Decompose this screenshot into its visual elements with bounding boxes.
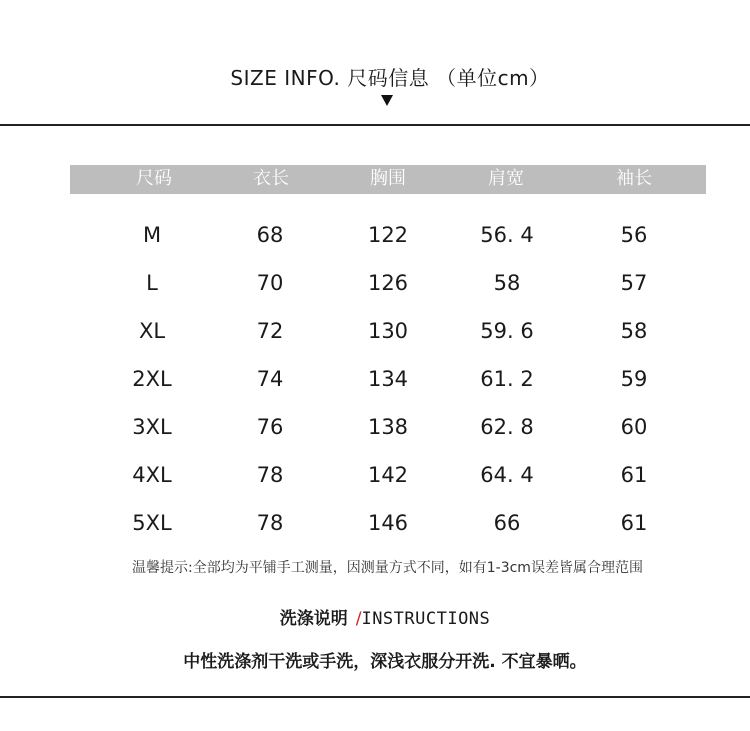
cell-shoulder: 61. 2 [480, 367, 534, 391]
cell-shoulder: 66 [493, 511, 521, 535]
cell-chest: 142 [367, 463, 409, 487]
cell-length: 76 [256, 415, 284, 439]
cell-chest: 138 [367, 415, 409, 439]
cell-shoulder: 64. 4 [480, 463, 534, 487]
cell-length: 78 [256, 511, 284, 535]
cell-length: 70 [256, 271, 284, 295]
table-row [0, 220, 750, 250]
cell-sleeve: 59 [620, 367, 648, 391]
cell-shoulder: 58 [493, 271, 521, 295]
cell-chest: 126 [367, 271, 409, 295]
wash-title-en: INSTRUCTIONS [361, 609, 491, 629]
measurement-note: 温馨提示:全部均为平铺手工测量，因测量方式不同，如有1-3cm误差皆属合理范围 [132, 560, 643, 576]
table-row [0, 268, 750, 298]
wash-instructions-text: 中性洗涤剂干洗或手洗，深浅衣服分开洗. 不宜暴晒。 [183, 652, 587, 672]
header-sleeve: 袖长 [616, 168, 652, 189]
cell-chest: 130 [367, 319, 409, 343]
wash-title-slash: / [355, 609, 362, 629]
header-chest: 胸围 [370, 168, 406, 189]
header-shoulder: 肩宽 [488, 168, 524, 189]
cell-size: 2XL [132, 367, 172, 391]
cell-sleeve: 60 [620, 415, 648, 439]
cell-sleeve: 61 [620, 463, 648, 487]
header-size: 尺码 [136, 168, 172, 189]
cell-size: 3XL [132, 415, 172, 439]
cell-length: 72 [256, 319, 284, 343]
cell-sleeve: 57 [620, 271, 648, 295]
table-row [0, 412, 750, 442]
cell-size: 5XL [132, 511, 172, 535]
wash-title-cn: 洗涤说明 [279, 609, 348, 629]
cell-size: L [146, 271, 158, 295]
cell-chest: 122 [367, 223, 409, 247]
cell-shoulder: 62. 8 [480, 415, 534, 439]
down-arrow-icon [381, 95, 393, 106]
cell-size: XL [138, 319, 166, 343]
table-header [70, 165, 706, 194]
cell-length: 74 [256, 367, 284, 391]
cell-length: 68 [256, 223, 284, 247]
cell-sleeve: 58 [620, 319, 648, 343]
cell-size: M [142, 223, 162, 247]
cell-sleeve: 56 [620, 223, 648, 247]
cell-shoulder: 56. 4 [480, 223, 534, 247]
table-row [0, 508, 750, 538]
header-length: 衣长 [253, 168, 289, 189]
cell-shoulder: 59. 6 [480, 319, 534, 343]
table-row [0, 316, 750, 346]
cell-chest: 146 [367, 511, 409, 535]
bottom-divider [0, 696, 750, 698]
cell-sleeve: 61 [620, 511, 648, 535]
page-title: SIZE INFO. 尺码信息 （单位cm） [230, 66, 550, 90]
cell-size: 4XL [132, 463, 172, 487]
table-row [0, 460, 750, 490]
top-divider [0, 124, 750, 126]
cell-length: 78 [256, 463, 284, 487]
cell-chest: 134 [367, 367, 409, 391]
table-row [0, 364, 750, 394]
wash-instructions-title [0, 604, 750, 629]
